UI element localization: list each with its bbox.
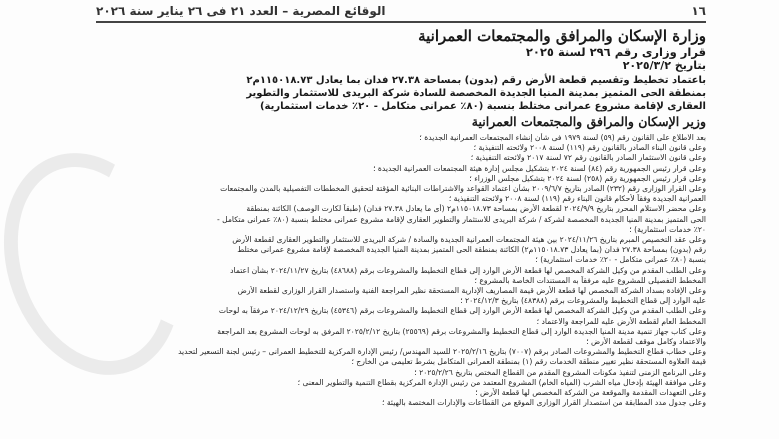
preamble-clause: وعلى التعهدات المقدمة والموقعة من الشركة المخصص لها قطعة الأرض ؛: [475, 388, 706, 398]
preamble-clause: قيمة العلاوة المستحقة نظير تغيير منطقة الخدمات رقم (١) بمنطقة العمرانى المتكامل بشرط تعليمى من الخارج ؛: [351, 357, 706, 367]
preamble-clause: وعلى الإفادة بسداد الشركة المخصص لها قطعة الأرض قيمة المصاريف الإدارية المستحقة نظير المراجعة الفنية واستصدار القرار الوزارى لقطعة الأرض: [237, 286, 706, 296]
preamble-clause: المخطط العام لقطعة الأرض عليه للمراجعة والاعتماد ؛: [536, 316, 706, 326]
page-number: ١٦: [691, 4, 706, 18]
preamble-clause: وعلى قرار رئيس الجمهورية رقم (٨٤) لسنة ٢٠٢٤ بتشكيل مجلس إدارة هيئة المجتمعات العمرانية الجديدة ؛: [373, 163, 706, 173]
decree-summary-line: بمنطقة الحى المتميز بمدينة المنيا الجديدة المخصصة للسادة شركة البريدى للاستثمار والتطوير: [246, 88, 706, 99]
preamble-clause: وعلى قانون البناء الصادر بالقانون رقم (١١٩) لسنة ٢٠٠٨ ولائحته التنفيذية ؛: [473, 143, 706, 153]
decree-title: قرار وزارى رقم ٢٩٦ لسنة ٢٠٢٥: [525, 45, 706, 59]
preamble-clause: وعلى كتاب جهاز تنمية مدينة المنيا الجديدة الوارد إلى قطاع التخطيط والمشروعات برقم (٢٥٥٦٩) بتاريخ ٢٠٢٥/٢/١٢ المرفق به لوحات المشروع بعد المراجعة: [217, 326, 706, 336]
preamble-clause: وعلى البرنامج الزمنى لتنفيذ مكونات المشروع المقدم من القطاع المختص بتاريخ ٢٠٢٥/٢/٢٦ ؛: [414, 367, 706, 377]
preamble-clause: وعلى قانون الاستثمار الصادر بالقانون رقم ٧٢ لسنة ٢٠١٧ ولائحته التنفيذية ؛: [470, 153, 706, 163]
preamble-clause: بنسبة (٨٠٪ عمرانى متكامل - ٢٠٪ خدمات استثمارية) ؛: [535, 255, 706, 265]
preamble-clause: عليه الوارد إلى قطاع التخطيط والمشروعات برقم (٤٨٣٨٨) بتاريخ ٢٠٢٤/١٢/٣ ؛: [460, 296, 706, 306]
decree-content: [96, 27, 706, 408]
preamble-clause: المخطط التفصيلى للمشروع عليه مرفقاً به المستندات الخاصة بالمشروع ؛: [474, 275, 706, 285]
decree-summary-line: باعتماد تخطيط وتقسيم قطعة الأرض رقم (بدون) بمساحة ٢٧.٣٨ فدان بما يعادل ١١٥٠١٨.٧٣م٢: [246, 75, 706, 86]
decree-date: بتاريخ ٢٠٢٥/٣/٢: [622, 59, 706, 72]
preamble-clause: رقم (بدون) بمساحة ٢٧.٣٨ فدان (بما يعادل ١١٥٠١٨.٧٣م٢) الكائنة بمنطقة الحى المتميز بمدينة المنيا الجديدة المخصصة لإقامة مشروع عمرانى مختلط: [237, 245, 706, 255]
decree-summary-line: العقارى لإقامة مشروع عمرانى مختلط بنسبة (٨٠٪ عمرانى متكامل - ٢٠٪ خدمات استثمارية): [259, 101, 706, 112]
preamble-clause: بعد الاطلاع على القانون رقم (٥٩) لسنة ١٩٧٩ فى شأن إنشاء المجتمعات العمرانية الجديدة ؛: [419, 133, 706, 142]
preamble-clause: وعلى موافقة الهيئة بإدخال مياه الشرب (المياه الخام) المشروع المعتمد من رئيس الإدارة المركزية بقطاع التنمية والتطوير المعنى ؛: [297, 377, 706, 387]
preamble-clause: وعلى القرار الوزارى رقم (٢٣٢) الصادر بتاريخ ٢٠٠٩/٦/٧ بشأن اعتماد القواعد والاشتراطات البنائية المؤقتة لتحقيق المخططات التفصيلية بالمدن والمجتمعات: [220, 184, 706, 194]
header-divider: [96, 21, 706, 23]
preamble-clause: وعلى الطلب المقدم من وكيل الشركة المخصص لها قطعة الأرض الوارد إلى قطاع التخطيط والمشروعات برقم (٤٨٦٨٨) بتاريخ ٢٠٢٤/١١/٢٧ بشأن اعتماد: [230, 265, 706, 275]
preamble-clause: والاعتماد وكامل موقف لقطعة الأرض ؛: [586, 337, 706, 347]
preamble-clause: ٢٠٪ خدمات استثمارية) ؛: [629, 224, 706, 234]
preamble-clause: وعلى قرار رئيس الجمهورية رقم (٢٥٨) لسنة ٢٠٢٤ بتشكيل مجلس الوزراء ؛: [469, 173, 706, 183]
preamble-clause: وعلى جدول مدد المطابقة من استصدار القرار الوزارى الموقع من القطاعات والإدارات المختصة بالهيئة ؛: [382, 398, 706, 408]
running-header: [96, 3, 706, 19]
preamble-clause: وعلى محضر الاستلام المحرر بتاريخ ٢٠٢٤/٩/٩ لقطعة الأرض بمساحة ١١٥٠١٨.٧٣م٢ (أى ما يعادل ٢٧.٣٨ فدان) (طبقاً لكارت الوصف) الكائنة بمنطقة: [246, 204, 706, 214]
preamble-clause: وعلى عقد التخصيص المبرم بتاريخ ٢٠٢٤/١١/٢٦ بين هيئة المجتمعات العمرانية الجديدة والسادة / شركة البريدى للاستثمار والتطوير العقارى لقطعة الأرض: [232, 235, 706, 245]
minister-title: وزير الإسكان والمرافق والمجتمعات العمرانية: [471, 114, 706, 129]
running-title: الوقائع المصرية – العدد ٢١ فى ٢٦ يناير سنة ٢٠٢٦: [96, 4, 386, 18]
ministry-heading: وزارة الإسكان والمرافق والمجتمعات العمرانية: [418, 27, 706, 45]
preamble-clause: العمرانية الجديدة وفقاً لأحكام قانون البناء رقم (١١٩) لسنة ٢٠٠٨ ولائحته التنفيذية ؛: [448, 194, 706, 204]
preamble-clause: الحى المتميز بمدينة المنيا الجديدة المخصصة لشركة / شركة البريدى للاستثمار والتطوير العقارى لإقامة مشروع عمرانى مختلط بنسبة (٨٠٪ عمرانى متكامل -: [216, 214, 706, 224]
preamble-clause: وعلى الطلب المقدم من وكيل الشركة المخصص لها قطعة الأرض الوارد إلى قطاع التخطيط والمشروعات برقم (٤٥٣٤٦) بتاريخ ٢٠٢٤/١٢/٢٩ مرفقاً به لوحات: [218, 306, 706, 316]
preamble-clause: وعلى خطاب قطاع التخطيط والمشروعات الصادر برقم (٧٠٠٧) بتاريخ ٢٠٢٥/٢/١٦ للسيد المهندس/ رئيس الإدارة المركزية للتخطيط العمرانى – رئيس لجنة التسعير لتحديد: [178, 347, 706, 357]
